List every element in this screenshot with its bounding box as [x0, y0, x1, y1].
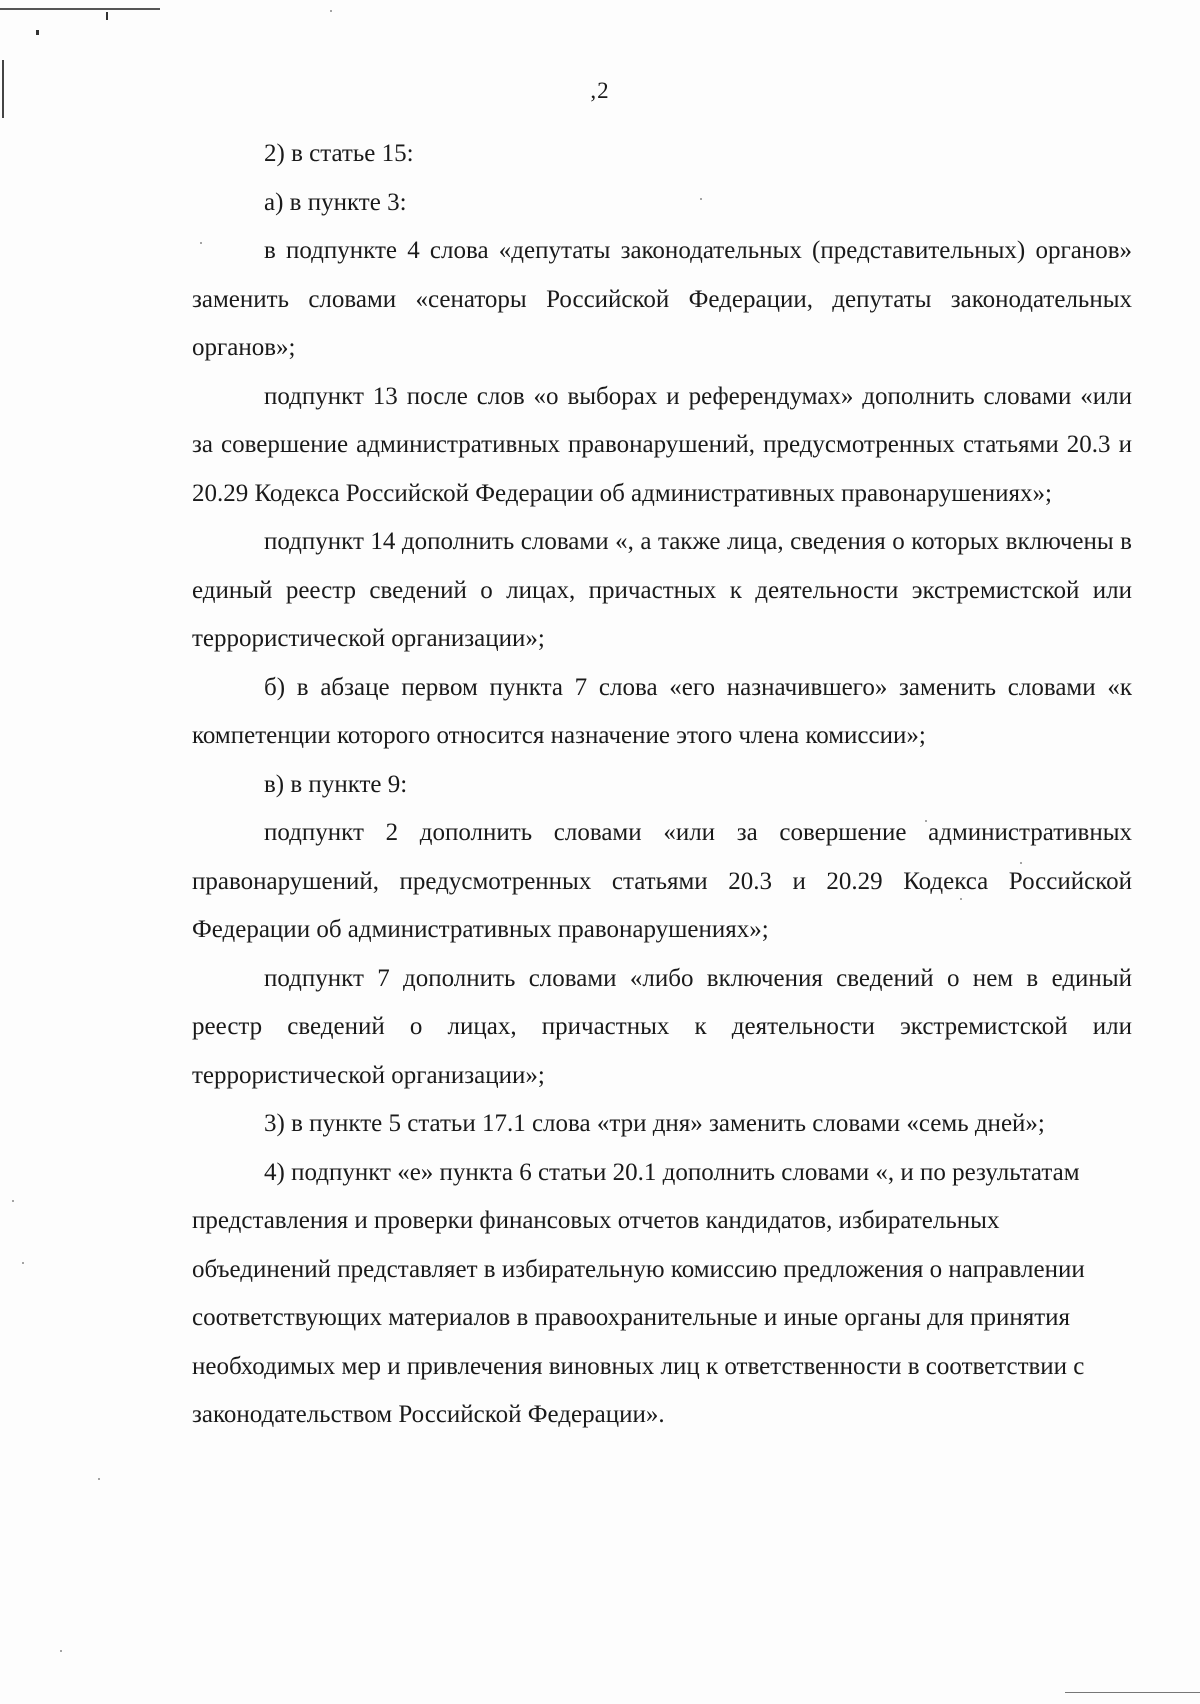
paragraph: подпункт 14 дополнить словами «, а также лица, сведения о которых включены в единый реестр сведений о лицах, причастных к деятельности экстремистской или террористической организации»; — [192, 528, 1132, 652]
paragraph: подпункт 13 после слов «о выборах и референдумах» дополнить словами «или за совершение административных правонарушений, предусмотренных статьями 20.3 и 20.29 Кодекса Российской Федерации об административных правонарушениях»; — [192, 382, 1132, 507]
paragraph: в) в пункте 9: — [264, 770, 408, 798]
paragraph: в подпункте 4 слова «депутаты законодательных (представительных) органов» заменить словами «сенаторы Российской Федерации, депутаты законодательных органов»; — [192, 237, 1132, 361]
scan-speck — [12, 1200, 14, 1202]
paragraph: подпункт 2 дополнить словами «или за совершение административных правонарушений, предусмотренных статьями 20.3 и 20.29 Кодекса Российской Федерации об административных правонарушениях»; — [192, 819, 1132, 943]
scan-artifact-line — [1065, 1692, 1200, 1693]
scan-artifact-line — [0, 8, 160, 10]
scan-speck — [330, 10, 332, 12]
paragraph: б) в абзаце первом пункта 7 слова «его назначившего» заменить словами «к компетенции которого относится назначение этого члена комиссии»; — [192, 673, 1132, 749]
paragraph: подпункт 7 дополнить словами «либо включения сведений о нем в единый реестр сведений о лицах, причастных к деятельности экстремистской или террористической организации»; — [192, 964, 1132, 1089]
paragraph: 3) в пункте 5 статьи 17.1 слова «три дня» заменить словами «семь дней»; — [264, 1110, 1045, 1137]
scan-speck — [98, 1478, 100, 1480]
scan-artifact-mark — [36, 30, 39, 35]
scan-speck — [60, 1650, 62, 1652]
scan-artifact-mark — [106, 12, 108, 20]
document-body — [192, 130, 1132, 1440]
page-number: ,2 — [590, 78, 610, 103]
paragraph: 4) подпункт «е» пункта 6 статьи 20.1 дополнить словами «, и по результатам представления и проверки финансовых отчетов кандидатов, избирательных объединений представляет в избирательную комиссию предложения о направлении соответствующих материалов в правоохранительные и иные органы для принятия необходимых мер и привлечения виновных лиц к ответственности в соответствии с законодательством Российской Федерации». — [192, 1158, 1085, 1428]
paragraph: 2) в статье 15: — [264, 140, 414, 167]
paragraph: а) в пункте 3: — [264, 188, 407, 216]
scan-speck — [22, 1262, 24, 1264]
